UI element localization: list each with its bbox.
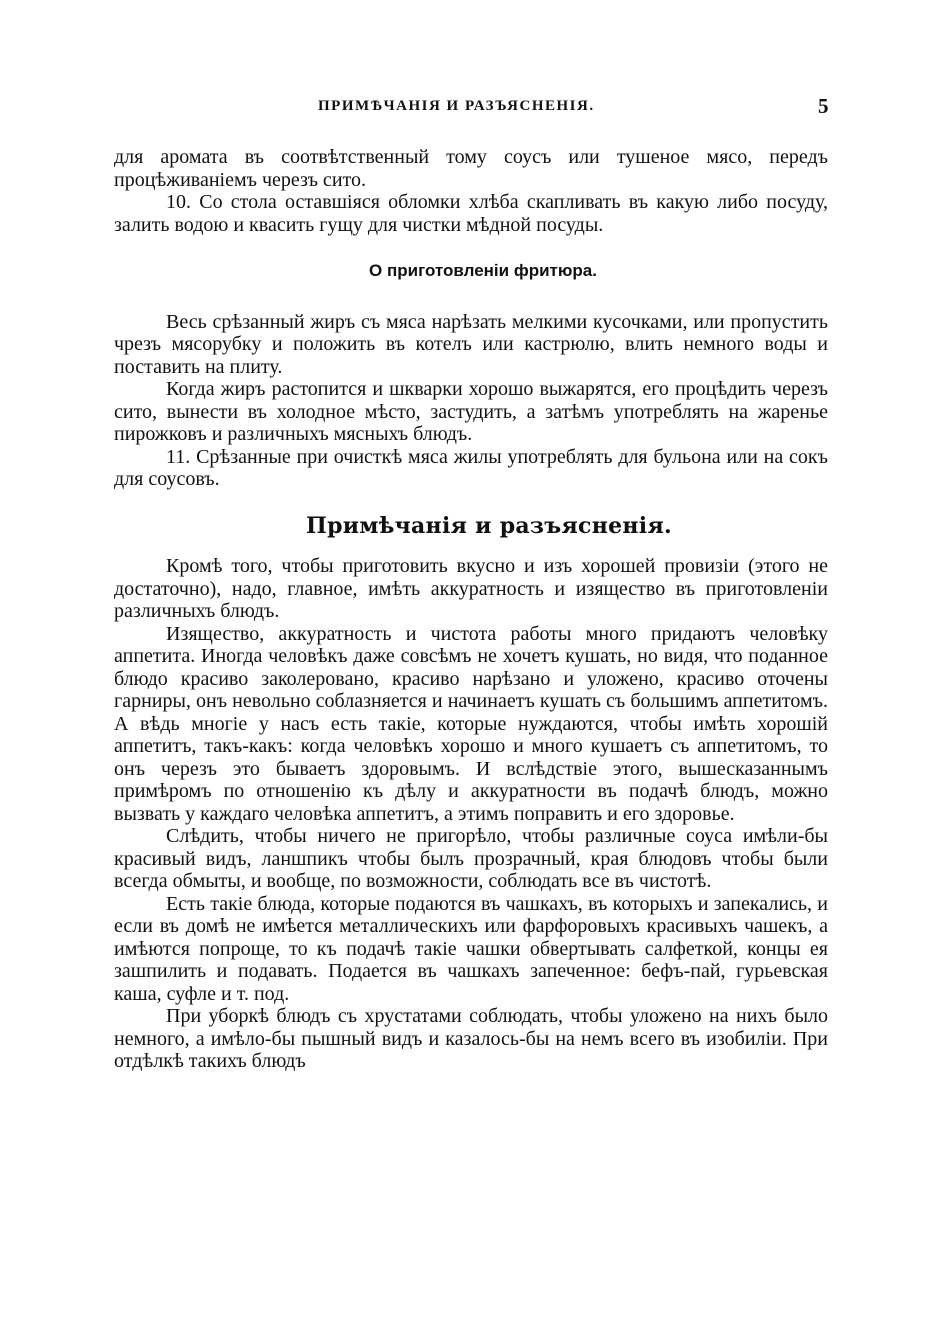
running-title: ПРИМѢЧАНІЯ И РАЗЪЯСНЕНІЯ. bbox=[318, 98, 595, 114]
page-body bbox=[114, 146, 828, 1073]
paragraph-notes-4: Есть такіе блюда, которые подаются въ чашкахъ, въ которыхъ и запекались, и если въ домѣ не имѣется металлическихъ или фарфоровыхъ красивыхъ чашекъ, а имѣются попроще, то къ подачѣ такіе чашки обвертывать салфеткой, концы ея зашпилить и подавать. Подается въ чашкахъ запеченное: бефъ-пай, гурьевская каша, суфле и т. под. bbox=[114, 892, 828, 1005]
paragraph-continuation: для аромата въ соотвѣтственный тому соусъ или тушеное мясо, передъ процѣживаніемъ черезъ сито. bbox=[114, 146, 828, 191]
paragraph-frituur-2: Когда жиръ растопится и шкварки хорошо выжарятся, его процѣдить черезъ сито, вынести въ холодное мѣсто, застудить, а затѣмъ употреблять на жаренье пирожковъ и различныхъ мясныхъ блюдъ. bbox=[114, 378, 828, 445]
paragraph-item-11: 11. Срѣзанные при очисткѣ мяса жилы употреблять для бульона или на сокъ для соусовъ. bbox=[114, 445, 828, 490]
paragraph-notes-5: При уборкѣ блюдъ съ хрустатами соблюдать, чтобы уложено на нихъ было немного, а имѣло-бы пышный видъ и казалось-бы на немъ всего въ изобиліи. При отдѣлкѣ такихъ блюдъ bbox=[114, 1005, 828, 1072]
paragraph-notes-3: Слѣдить, чтобы ничего не пригорѣло, чтобы различные соуса имѣли-бы красивый видъ, ланшпикъ чтобы былъ прозрачный, края блюдовъ чтобы были всегда обмыты, и вообще, по возможности, соблюдать все въ чистотѣ. bbox=[114, 825, 828, 892]
paragraph-notes-2: Изящество, аккуратность и чистота работы много придаютъ человѣку аппетита. Иногда человѣкъ даже совсѣмъ не хочетъ кушать, но видя, что поданное блюдо красиво заколеровано, красиво нарѣзано и уложено, красиво оточены гарниры, онъ невольно соблазняется и начинаетъ кушать съ большимъ аппетитомъ. А вѣдь многіе у насъ есть такіе, которые нуждаются, чтобы имѣть хорошій аппетитъ, такъ-какъ: когда человѣкъ хорошо и много кушаетъ съ аппетитомъ, то онъ черезъ это бываетъ здоровымъ. И вслѣдствіе этого, вышесказаннымъ примѣромъ по отношенію къ дѣлу и аккуратности въ подачѣ блюдъ, можно вызвать у каждаго человѣка аппетитъ, а этимъ поправить и его здоровье. bbox=[114, 622, 828, 825]
page-number: 5 bbox=[818, 94, 829, 118]
paragraph-notes-1: Кромѣ того, чтобы приготовить вкусно и изъ хорошей провизіи (этого не достаточно), надо, главное, имѣть аккуратность и изящество въ приготовленіи различныхъ блюдъ. bbox=[114, 555, 828, 622]
section-heading: Примѣчанія и разъясненія. bbox=[306, 512, 672, 539]
paragraph-frituur-1: Весь срѣзанный жиръ съ мяса нарѣзать мелкими кусочками, или пропустить чрезъ мясорубку и положить въ котелъ или кастрюлю, влить немного воды и поставить на плиту. bbox=[114, 310, 828, 378]
paragraph-item-10: 10. Со стола оставшіяся обломки хлѣба скапливать въ какую либо посуду, залить водою и квасить гущу для чистки мѣдной посуды. bbox=[114, 191, 828, 236]
subheading-frituur: О приготовленіи фритюра. bbox=[369, 261, 597, 280]
